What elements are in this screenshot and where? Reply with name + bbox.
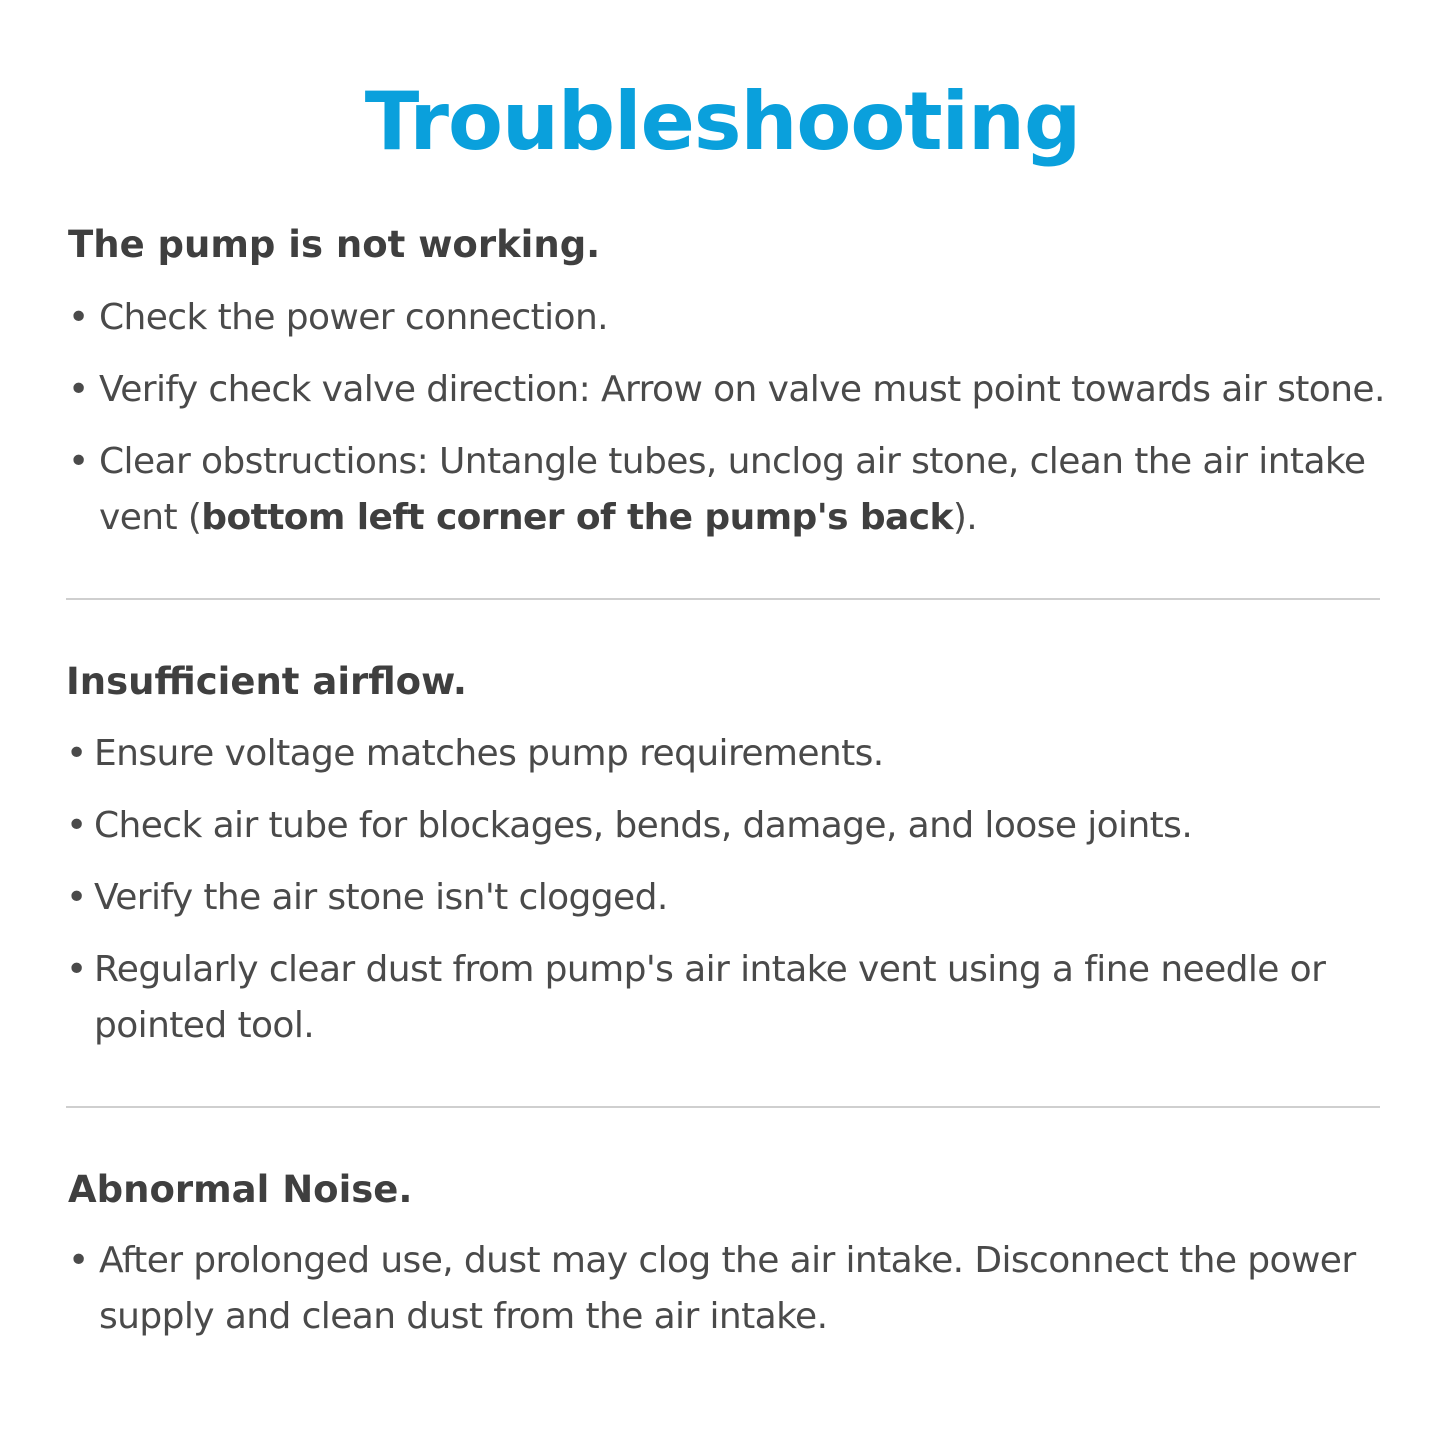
list-item [66, 798, 1386, 854]
list-item-text: Ensure voltage matches pump requirements. [94, 733, 884, 774]
list-item [66, 942, 1356, 1054]
section-heading-abnormal-noise: Abnormal Noise. [68, 1168, 413, 1211]
section-divider [66, 598, 1380, 600]
bullet-icon: • [66, 805, 87, 846]
list-item [68, 362, 1388, 418]
list-item [68, 1233, 1368, 1345]
bullet-icon: • [68, 369, 89, 410]
list-item-text: Regularly clear dust from pump's air intake vent using a fine needle or pointed tool. [94, 949, 1326, 1046]
section-heading-pump-not-working: The pump is not working. [68, 223, 601, 266]
list-item-text: Check the power connection. [99, 297, 609, 338]
bullet-icon: • [66, 877, 87, 918]
section-heading-insufficient-airflow: Insufficient airflow. [66, 660, 467, 703]
list-item [66, 726, 1386, 782]
list-item [66, 870, 1386, 926]
list-item-text-part: Clear obstructions: Untangle tubes, unclog air stone, clean the air intake vent ( [99, 441, 1366, 538]
section-divider [66, 1106, 1380, 1108]
page-title: Troubleshooting [364, 75, 1081, 168]
bullet-icon: • [68, 441, 89, 482]
bullet-icon: • [66, 733, 87, 774]
list-item-text: Verify check valve direction: Arrow on valve must point towards air stone. [99, 369, 1385, 410]
bullet-icon: • [68, 297, 89, 338]
list-item-text: Verify the air stone isn't clogged. [94, 877, 668, 918]
list-item-text: After prolonged use, dust may clog the air intake. Disconnect the power supply and clean dust from the air intake. [99, 1240, 1356, 1337]
list-item-text [99, 434, 1388, 546]
list-item-text-part: ). [952, 497, 978, 538]
list-item [68, 290, 1388, 346]
bullet-icon: • [68, 1240, 89, 1281]
bullet-icon: • [66, 949, 87, 990]
list-item [68, 434, 1388, 546]
list-item-text: Check air tube for blockages, bends, damage, and loose joints. [94, 805, 1193, 846]
list-item-text-bold: bottom left corner of the pump's back [201, 497, 953, 538]
